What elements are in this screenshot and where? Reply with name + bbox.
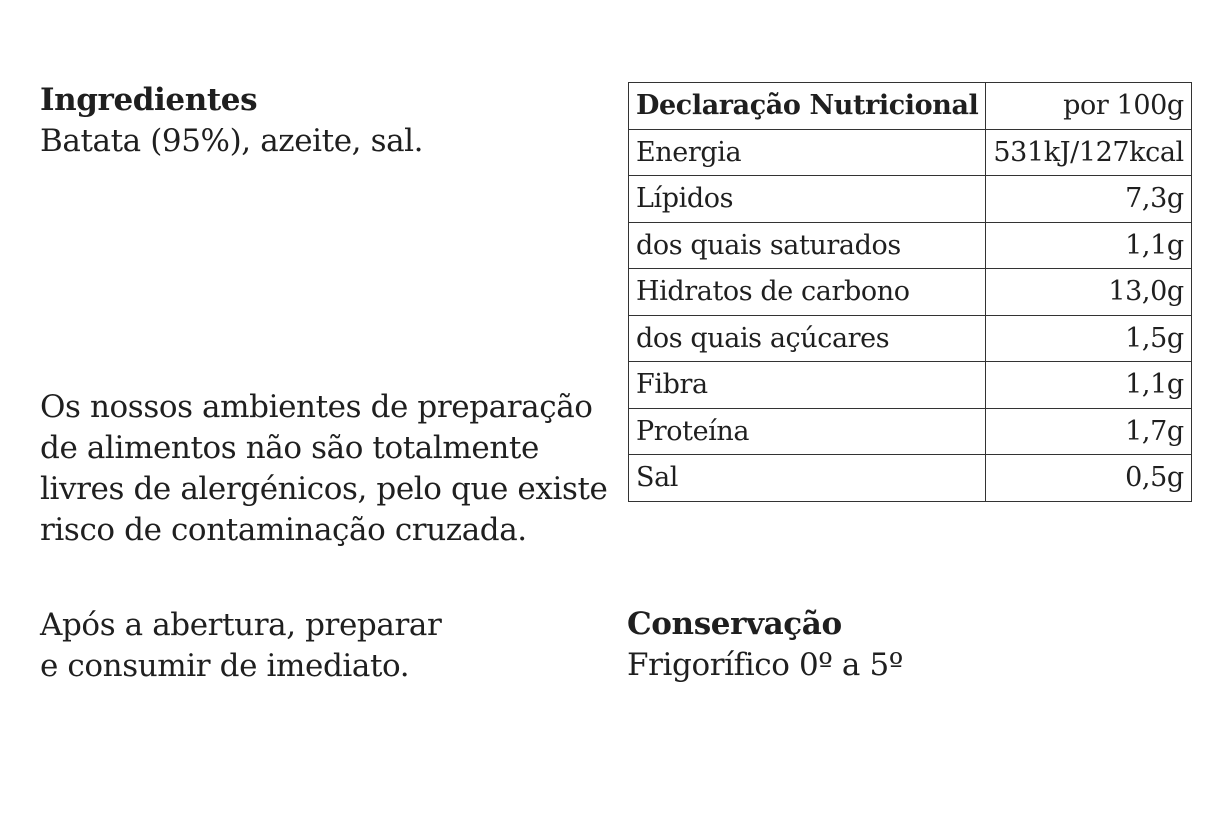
ingredients-text: Batata (95%), azeite, sal. <box>40 123 424 159</box>
nutrient-name: dos quais açúcares <box>629 315 986 362</box>
after-opening-line: e consumir de imediato. <box>40 648 410 684</box>
nutrient-value: 1,5g <box>986 315 1191 362</box>
nutrition-header-row <box>629 83 1192 130</box>
allergen-line: Os nossos ambientes de preparação <box>40 389 593 425</box>
nutrient-name: Energia <box>629 129 986 176</box>
conservation-text: Frigorífico 0º a 5º <box>627 647 903 683</box>
nutrient-name: Hidratos de carbono <box>629 269 986 316</box>
nutrition-row <box>629 222 1192 269</box>
conservation-heading: Conservação <box>627 606 842 642</box>
after-opening-notice <box>40 605 441 687</box>
nutrient-value: 531kJ/127kcal <box>986 129 1191 176</box>
nutrient-name: dos quais saturados <box>629 222 986 269</box>
nutrition-row <box>629 269 1192 316</box>
allergen-line: livres de alergénicos, pelo que existe <box>40 471 608 507</box>
allergen-line: risco de contaminação cruzada. <box>40 512 527 548</box>
nutrition-table <box>628 82 1192 502</box>
nutrient-value: 13,0g <box>986 269 1191 316</box>
nutrition-header-per: por 100g <box>986 83 1191 130</box>
nutrient-value: 0,5g <box>986 455 1191 502</box>
conservation-section <box>627 604 903 686</box>
nutrition-row <box>629 176 1192 223</box>
nutrient-value: 1,7g <box>986 408 1191 455</box>
nutrition-row <box>629 408 1192 455</box>
nutrient-value: 7,3g <box>986 176 1191 223</box>
nutrient-name: Proteína <box>629 408 986 455</box>
nutrient-name: Fibra <box>629 362 986 409</box>
ingredients-heading: Ingredientes <box>40 82 258 118</box>
nutrition-row <box>629 455 1192 502</box>
nutrition-row <box>629 129 1192 176</box>
allergen-line: de alimentos não são totalmente <box>40 430 539 466</box>
nutrient-name: Sal <box>629 455 986 502</box>
nutrition-header-name: Declaração Nutricional <box>629 83 986 130</box>
nutrition-row <box>629 362 1192 409</box>
nutrient-value: 1,1g <box>986 222 1191 269</box>
nutrient-value: 1,1g <box>986 362 1191 409</box>
allergen-notice <box>40 387 607 551</box>
nutrition-row <box>629 315 1192 362</box>
nutrient-name: Lípidos <box>629 176 986 223</box>
after-opening-line: Após a abertura, preparar <box>40 607 442 643</box>
ingredients-section <box>40 80 423 162</box>
